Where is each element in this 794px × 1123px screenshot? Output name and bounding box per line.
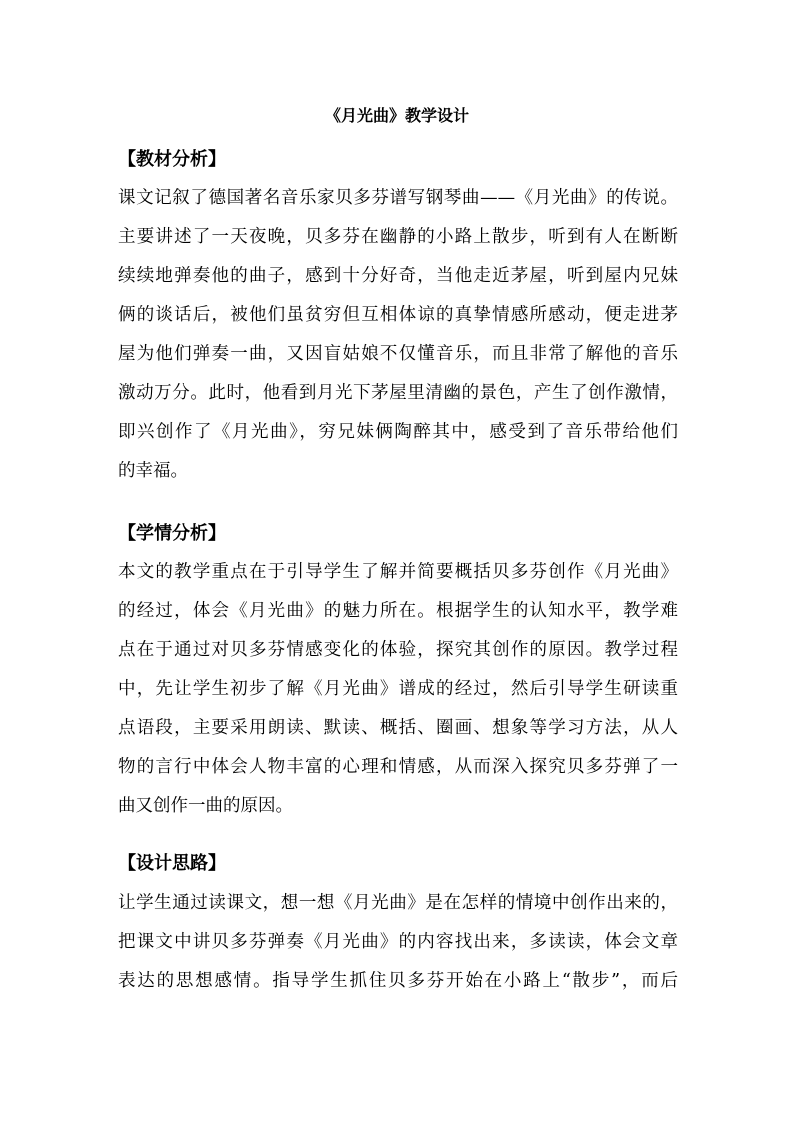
paragraph-line: 俩的谈话后，被他们虽贫穷但互相体谅的真挚情感所感动，便走进茅 [118, 305, 678, 325]
paragraph-line: 激动万分。此时，他看到月光下茅屋里清幽的景色，产生了创作激情， [118, 383, 678, 403]
section-heading-textbook-analysis: 【教材分析】 [118, 149, 226, 170]
paragraph-line: 点在于通过对贝多芬情感变化的体验，探究其创作的原因。教学过程 [118, 640, 678, 660]
paragraph-line: 把课文中讲贝多芬弹奏《月光曲》的内容找出来，多读读，体会文章 [118, 932, 678, 952]
paragraph-line: 让学生通过读课文，想一想《月光曲》是在怎样的情境中创作出来的， [118, 893, 678, 913]
paragraph-line: 物的言行中体会人物丰富的心理和情感，从而深入探究贝多芬弹了一 [118, 757, 678, 777]
section-body-textbook-analysis [118, 179, 678, 491]
section-body-design-approach [118, 884, 678, 1001]
paragraph-line: 曲又创作一曲的原因。 [118, 796, 293, 816]
paragraph-line: 屋为他们弹奏一曲，又因盲姑娘不仅懂音乐，而且非常了解他的音乐 [118, 344, 678, 364]
paragraph-line: 的经过，体会《月光曲》的魅力所在。根据学生的认知水平，教学难 [118, 601, 678, 621]
paragraph-line: 课文记叙了德国著名音乐家贝多芬谱写钢琴曲——《月光曲》的传说。 [118, 188, 678, 208]
section-heading-design-approach: 【设计思路】 [118, 853, 226, 874]
paragraph-line: 续续地弹奏他的曲子，感到十分好奇，当他走近茅屋，听到屋内兄妹 [118, 266, 678, 286]
paragraph-line: 中，先让学生初步了解《月光曲》谱成的经过，然后引导学生研读重 [118, 679, 678, 699]
paragraph-line: 主要讲述了一天夜晚，贝多芬在幽静的小路上散步，听到有人在断断 [118, 227, 678, 247]
paragraph-line: 本文的教学重点在于引导学生了解并简要概括贝多芬创作《月光曲》 [118, 562, 678, 582]
paragraph-line: 的幸福。 [118, 461, 188, 481]
paragraph-line: 即兴创作了《月光曲》，穷兄妹俩陶醉其中，感受到了音乐带给他们 [118, 422, 678, 442]
paragraph-line: 表达的思想感情。指导学生抓住贝多芬开始在小路上“散步”，而后 [118, 971, 678, 991]
paragraph-line: 点语段，主要采用朗读、默读、概括、圈画、想象等学习方法，从人 [118, 718, 678, 738]
section-heading-learner-analysis: 【学情分析】 [118, 523, 226, 544]
section-body-learner-analysis [118, 553, 678, 826]
document-title: 《月光曲》教学设计 [324, 106, 469, 125]
